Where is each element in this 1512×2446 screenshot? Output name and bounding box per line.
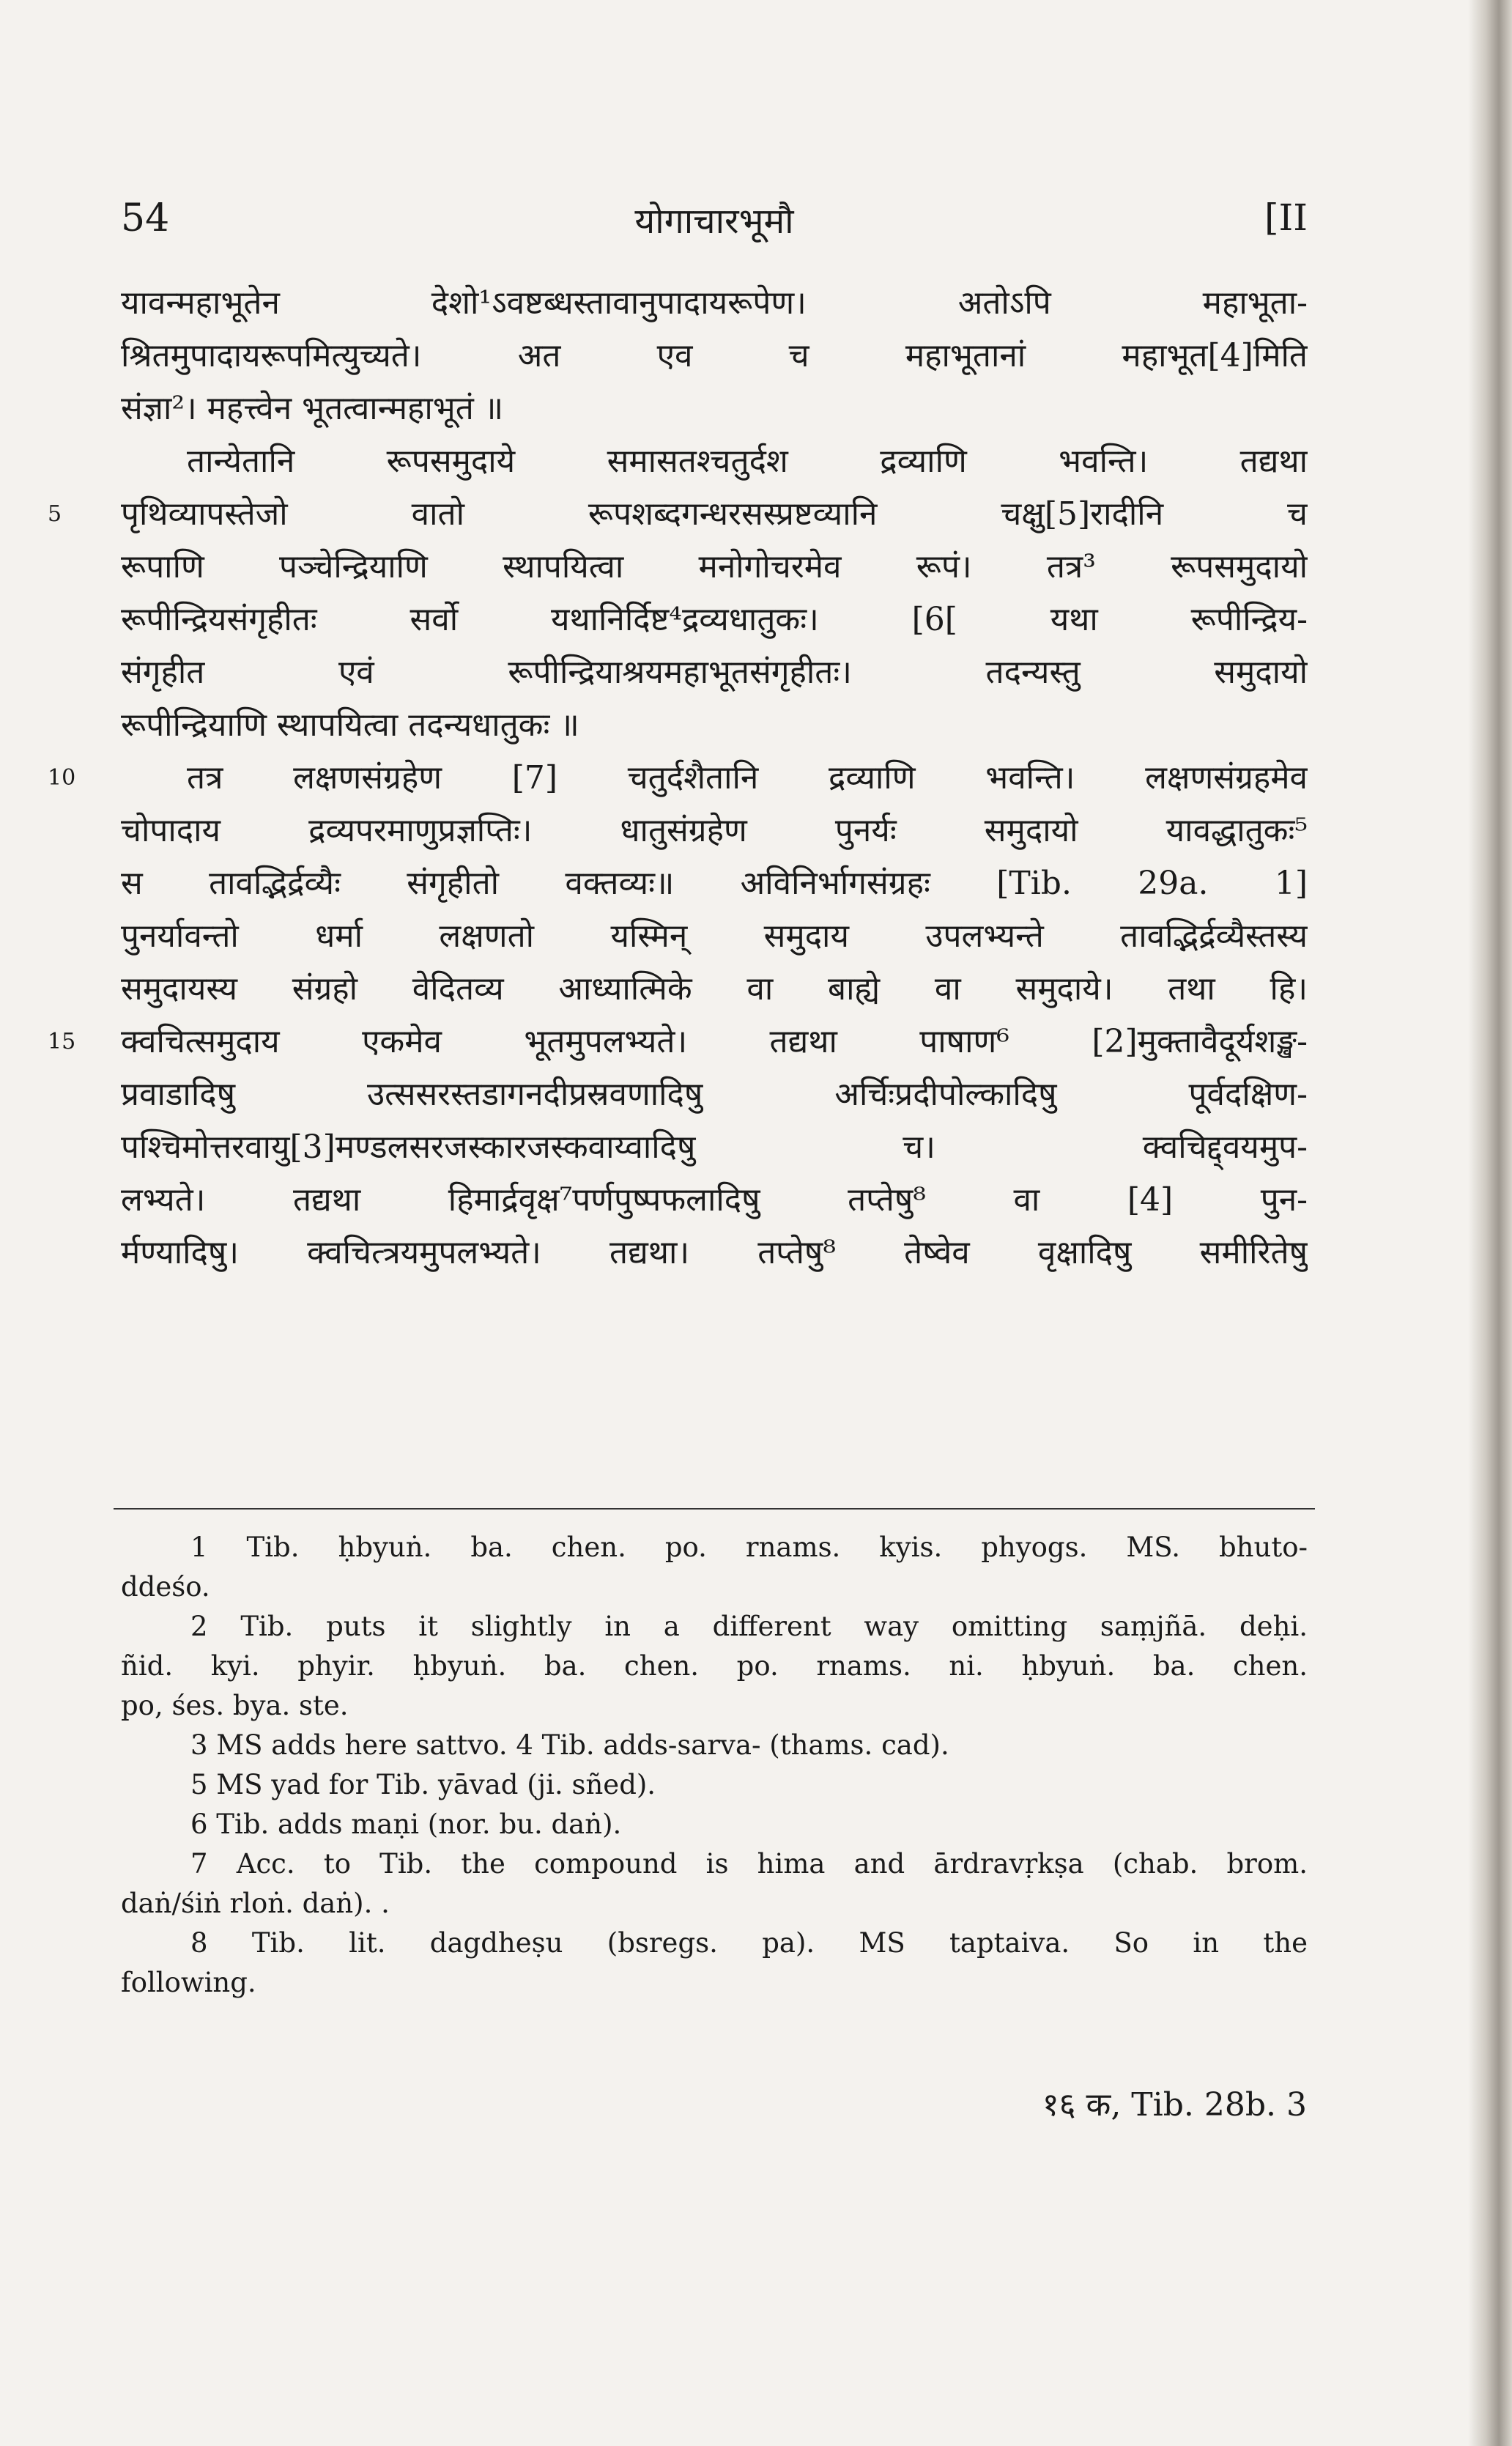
page-edge-shadow bbox=[1468, 0, 1512, 2446]
page-number: 54 bbox=[121, 196, 170, 240]
footnote-line: daṅ/śiṅ rloṅ. daṅ). . bbox=[121, 1888, 390, 1919]
text-line: संगृहीत एवं रूपीन्द्रियाश्रयमहाभूतसंगृहीतः। तदन्यस्तु समुदायो bbox=[121, 654, 1308, 691]
footnote-line: 5 MS yad for Tib. yāvad (ji. sñed). bbox=[190, 1769, 656, 1800]
running-title: योगाचारभूमौ bbox=[634, 201, 794, 242]
text-line: क्वचित्समुदाय एकमेव भूतमुपलभ्यते। तद्यथा पाषाण⁶ [2]मुक्तावैदूर्यशङ्ख- bbox=[121, 1023, 1308, 1060]
text-line: स तावद्भिर्द्रव्यैः संगृहीतो वक्तव्यः॥ अविनिर्भागसंग्रहः [Tib. 29a. 1] bbox=[121, 865, 1308, 902]
text-line: रूपाणि पञ्चेन्द्रियाणि स्थापयित्वा मनोगोचरमेव रूपं। तत्र³ रूपसमुदायो bbox=[121, 548, 1308, 585]
footnotes-block bbox=[121, 1528, 1308, 2003]
footnote-line: 3 MS adds here sattvo. 4 Tib. adds-sarva- (thams. cad). bbox=[190, 1729, 949, 1761]
text-line: श्रितमुपादायरूपमित्युच्यते। अत एव च महाभूतानां महाभूत[4]मिति bbox=[121, 337, 1308, 374]
footnote-line: 2 Tib. puts it slightly in a different way omitting saṃjñā. deḥi. bbox=[190, 1611, 1308, 1642]
line-number: 15 bbox=[48, 1029, 76, 1054]
text-line: पश्चिमोत्तरवायु[3]मण्डलसरजस्कारजस्कवाय्वादिषु च। क्वचिद्द्वयमुप- bbox=[121, 1128, 1308, 1166]
line-number: 5 bbox=[48, 501, 62, 527]
footnote-line: po, śes. bya. ste. bbox=[121, 1690, 349, 1721]
folio-signature: १६ क, Tib. 28b. 3 bbox=[1042, 2086, 1307, 2124]
footnote-line: following. bbox=[121, 1967, 256, 1998]
text-line: रूपीन्द्रियाणि स्थापयित्वा तदन्यधातुकः ॥ bbox=[121, 706, 579, 744]
footnote-line: 6 Tib. adds maṇi (nor. bu. daṅ). bbox=[190, 1808, 622, 1840]
text-line: पुनर्यावन्तो धर्मा लक्षणतो यस्मिन् समुदाय उपलभ्यन्ते तावद्भिर्द्रव्यैस्तस्य bbox=[121, 917, 1308, 955]
footnote-line: 1 Tib. ḥbyuṅ. ba. chen. po. rnams. kyis. phyogs. MS. bhuto- bbox=[190, 1531, 1308, 1563]
footnote-line: 7 Acc. to Tib. the compound is hima and ārdravṛkṣa (chab. brom. bbox=[190, 1848, 1308, 1880]
chapter-mark: [II bbox=[1264, 196, 1308, 239]
footnote-rule bbox=[114, 1508, 1315, 1510]
text-line: समुदायस्य संग्रहो वेदितव्य आध्यात्मिके वा बाह्ये वा समुदाये। तथा हि। bbox=[121, 970, 1308, 1008]
text-line: रूपीन्द्रियसंगृहीतः सर्वो यथानिर्दिष्ट⁴द्रव्यधातुकः। [6[ यथा रूपीन्द्रिय- bbox=[121, 601, 1308, 638]
text-line: संज्ञा²। महत्त्वेन भूतत्वान्महाभूतं ॥ bbox=[121, 390, 504, 427]
text-line: चोपादाय द्रव्यपरमाणुप्रज्ञप्तिः। धातुसंग्रहेण पुनर्यः समुदायो यावद्धातुकः⁵ bbox=[121, 812, 1308, 849]
footnote-line: 8 Tib. lit. dagdheṣu (bsregs. pa). MS taptaiva. So in the bbox=[190, 1927, 1308, 1959]
text-line: यावन्महाभूतेन देशो¹ऽवष्टब्धस्तावानुपादायरूपेण। अतोऽपि महाभूता- bbox=[121, 284, 1308, 322]
main-text-block bbox=[48, 277, 1308, 1279]
page-header bbox=[121, 196, 1308, 255]
text-line: र्मण्यादिषु। क्वचित्त्रयमुपलभ्यते। तद्यथा। तप्तेषु⁸ तेष्वेव वृक्षादिषु समीरितेषु bbox=[121, 1234, 1308, 1271]
text-line: तान्येतानि रूपसमुदाये समासतश्चतुर्दश द्रव्याणि भवन्ति। तद्यथा bbox=[187, 443, 1308, 480]
text-line: लभ्यते। तद्यथा हिमार्द्रवृक्ष⁷पर्णपुष्पफलादिषु तप्तेषु⁸ वा [4] पुन- bbox=[121, 1181, 1308, 1219]
line-number: 10 bbox=[48, 765, 76, 791]
text-line: तत्र लक्षणसंग्रहेण [7] चतुर्दशैतानि द्रव्याणि भवन्ति। लक्षणसंग्रहमेव bbox=[187, 759, 1308, 797]
text-line: प्रवाडादिषु उत्ससरस्तडागनदीप्रस्रवणादिषु अर्चिःप्रदीपोल्कादिषु पूर्वदक्षिण- bbox=[121, 1076, 1308, 1113]
footnote-line: ñid. kyi. phyir. ḥbyuṅ. ba. chen. po. rnams. ni. ḥbyuṅ. ba. chen. bbox=[121, 1650, 1308, 1682]
footnote-line: ddeśo. bbox=[121, 1571, 210, 1603]
text-line: पृथिव्यापस्तेजो वातो रूपशब्दगन्धरसस्प्रष्टव्यानि चक्षु[5]रादीनि च bbox=[121, 495, 1308, 533]
